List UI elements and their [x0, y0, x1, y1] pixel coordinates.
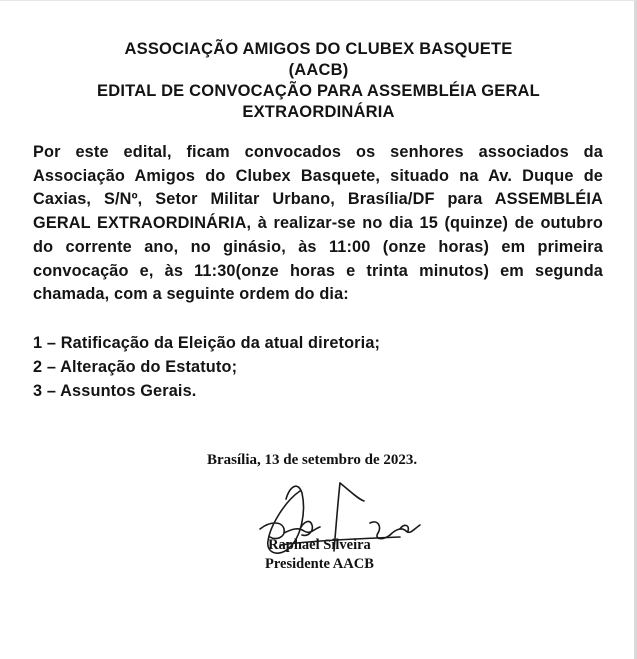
- signer-name: Raphael Silveira: [268, 537, 371, 553]
- agenda-item-1: 1 – Ratificação da Eleição da atual diretoria;: [33, 334, 381, 352]
- notice-title-continuation: EXTRAORDINÁRIA: [242, 103, 395, 121]
- convocation-paragraph: Por este edital, ficam convocados os senhores associados da Associação Amigos do Clubex Basquete, situado na Av. Duque de Caxias, S/Nº, Setor Militar Urbano, Brasília/DF para ASSEMBLÉIA GERAL EXTRAORDINÁRIA, à realizar-se no dia 15 (quinze) de outubro do corrente ano, no ginásio, às 11:00 (onze horas) em primeira convocação e, às 11:30(onze horas e trinta minutos) em segunda chamada, com a seguinte ordem do dia:: [33, 143, 603, 304]
- association-acronym: (AACB): [288, 61, 349, 79]
- agenda-item-2: 2 – Alteração do Estatuto;: [33, 358, 238, 376]
- agenda-list: [33, 331, 603, 403]
- signature-date: Brasília, 13 de setembro de 2023.: [207, 452, 418, 468]
- association-name: ASSOCIAÇÃO AMIGOS DO CLUBEX BASQUETE: [124, 40, 513, 58]
- handwritten-signature: [240, 471, 440, 581]
- document-header: [0, 39, 637, 123]
- agenda-item-3: 3 – Assuntos Gerais.: [33, 382, 197, 400]
- signer-title: Presidente AACB: [265, 556, 374, 572]
- notice-title: EDITAL DE CONVOCAÇÃO PARA ASSEMBLÉIA GERAL: [97, 82, 540, 100]
